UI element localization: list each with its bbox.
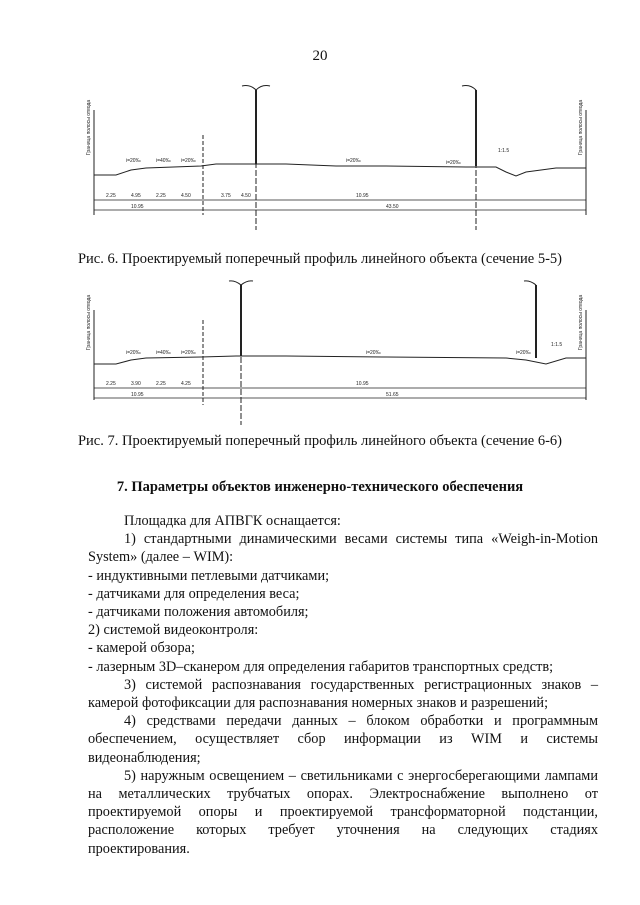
list-item: - датчиками положения автомобиля; xyxy=(88,604,309,621)
slope-label: i=20‰ xyxy=(181,350,196,356)
figure-caption: Рис. 7. Проектируемый поперечный профиль линейного объекта (сечение 6-6) xyxy=(77,433,563,449)
dimension-label: 2.25 xyxy=(156,381,166,387)
paragraph: 1) стандартными динамическими весами системы типа «Weigh-in-Motion xyxy=(124,531,598,548)
dimension-label: 4.50 xyxy=(241,193,251,199)
slope-label: i=20‰ xyxy=(181,158,196,164)
figure-caption: Рис. 6. Проектируемый поперечный профиль линейного объекта (сечение 5-5) xyxy=(77,251,563,267)
cross-section-drawing-5-5 xyxy=(86,80,606,245)
lamp-head-left xyxy=(229,281,253,285)
slope-label: i=40‰ xyxy=(156,350,171,356)
dimension-label: 2.25 xyxy=(156,193,166,199)
slope-label: i=20‰ xyxy=(366,350,381,356)
vertical-label: Граница полосы отвода xyxy=(578,294,584,350)
slope-label: 1:1.5 xyxy=(498,148,510,154)
dimension-label: 3.75 xyxy=(221,193,231,199)
road-profile-line xyxy=(94,164,586,176)
list-item: - датчиками для определения веса; xyxy=(88,585,300,602)
slope-label: i=20‰ xyxy=(126,158,141,164)
lamp-head-right xyxy=(524,281,536,285)
paragraph: на металлических трубчатых опорах. Электроснабжение выполнено от xyxy=(88,786,598,803)
slope-label: i=20‰ xyxy=(446,160,461,166)
lamp-head-right xyxy=(462,86,476,91)
page-number: 20 xyxy=(312,48,328,64)
slope-label: i=40‰ xyxy=(156,158,171,164)
dimension-label: 43.50 xyxy=(386,204,399,210)
paragraph: 4) средствами передачи данных – блоком обработки и программным xyxy=(124,713,598,730)
dimension-label: 10.95 xyxy=(356,381,369,387)
paragraph: обеспечением, осуществляет сбор информации из WIM и системы xyxy=(88,731,598,748)
vertical-label: Граница полосы отвода xyxy=(578,99,584,155)
paragraph: проектирования. xyxy=(88,840,190,857)
paragraph: 2) системой видеоконтроля: xyxy=(88,622,259,639)
dimension-label: 10.95 xyxy=(131,204,144,210)
dimension-label: 4.25 xyxy=(181,381,191,387)
dimension-label: 10.95 xyxy=(131,392,144,398)
vertical-label: Граница полосы отвода xyxy=(86,99,92,155)
dimension-label: 2.25 xyxy=(106,193,116,199)
paragraph: 5) наружным освещением – светильниками с энергосберегающими лампами xyxy=(124,767,598,784)
paragraph: Площадка для АПВГК оснащается: xyxy=(124,513,341,529)
cross-section-figure-6-6 xyxy=(86,280,606,430)
list-item: - индуктивными петлевыми датчиками; xyxy=(88,567,330,584)
paragraph: 3) системой распознавания государственных регистрационных знаков – xyxy=(124,676,598,693)
slope-label: i=20‰ xyxy=(346,158,361,164)
cross-section-drawing-6-6 xyxy=(86,280,606,430)
slope-label: i=20‰ xyxy=(516,350,531,356)
dimension-label: 3.90 xyxy=(131,381,141,387)
dimension-label: 2.25 xyxy=(106,381,116,387)
vertical-label: Граница полосы отвода xyxy=(86,294,92,350)
road-profile-line xyxy=(94,356,586,364)
dimension-label: 51.65 xyxy=(386,392,399,398)
paragraph: камерой фотофиксации для распознавания номерных знаков и разрешений; xyxy=(88,695,549,712)
lamp-head-left xyxy=(242,86,270,91)
paragraph: видеонаблюдения; xyxy=(88,749,201,766)
dimension-label: 4.50 xyxy=(181,193,191,199)
section-heading: 7. Параметры объектов инженерно-технического обеспечения xyxy=(116,479,524,495)
slope-label: i=20‰ xyxy=(126,350,141,356)
paragraph: проектируемой опоры и проектируемой трансформаторной подстанции, xyxy=(88,804,598,821)
paragraph: расположение которых требует уточнения на следующих стадиях xyxy=(88,822,598,839)
dimension-label: 4.95 xyxy=(131,193,141,199)
cross-section-figure-5-5 xyxy=(86,80,606,245)
list-item: - камерой обзора; xyxy=(88,640,195,657)
slope-label: 1:1.5 xyxy=(551,342,563,348)
dimension-label: 10.95 xyxy=(356,193,369,199)
list-item: - лазерным 3D–сканером для определения габаритов транспортных средств; xyxy=(88,658,554,675)
paragraph: System» (далее – WIM): xyxy=(88,549,234,566)
body-text xyxy=(88,512,598,858)
